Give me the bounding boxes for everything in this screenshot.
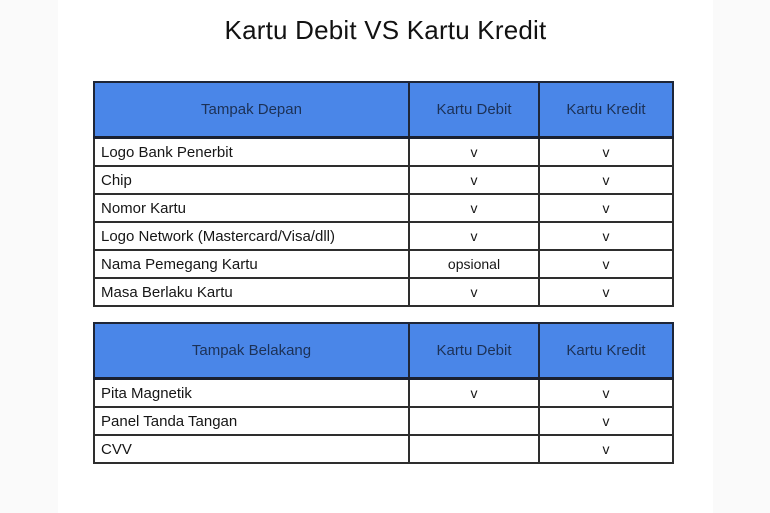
comparison-table-front-view [93,81,674,307]
debit-value: v [409,278,539,306]
debit-value: v [409,222,539,250]
row-label: Logo Bank Penerbit [94,138,409,167]
column-header-kredit: Kartu Kredit [539,323,673,379]
kredit-value: v [539,407,673,435]
row-label: CVV [94,435,409,463]
table-row [94,194,673,222]
table-row [94,278,673,306]
table-row [94,222,673,250]
column-header-debit: Kartu Debit [409,323,539,379]
debit-value: v [409,194,539,222]
kredit-value: v [539,138,673,167]
debit-value [409,435,539,463]
table-row [94,379,673,408]
table-row [94,435,673,463]
kredit-value: v [539,222,673,250]
debit-value: v [409,166,539,194]
comparison-table-back-view [93,322,674,464]
kredit-value: v [539,379,673,408]
column-header-debit: Kartu Debit [409,82,539,138]
kredit-value: v [539,166,673,194]
debit-value: v [409,379,539,408]
table-row [94,138,673,167]
kredit-value: v [539,250,673,278]
table-row [94,407,673,435]
table-row [94,166,673,194]
debit-value [409,407,539,435]
row-label: Masa Berlaku Kartu [94,278,409,306]
debit-value: v [409,138,539,167]
row-label: Panel Tanda Tangan [94,407,409,435]
column-header-back-view: Tampak Belakang [94,323,409,379]
content-area [58,0,713,513]
row-label: Nomor Kartu [94,194,409,222]
page-margin-left [0,0,58,513]
page-margin-right [713,0,770,513]
column-header-kredit: Kartu Kredit [539,82,673,138]
row-label: Nama Pemegang Kartu [94,250,409,278]
header-row [94,82,673,138]
row-label: Pita Magnetik [94,379,409,408]
row-label: Chip [94,166,409,194]
debit-value: opsional [409,250,539,278]
comparison-tables [58,0,713,513]
header-row [94,323,673,379]
row-label: Logo Network (Mastercard/Visa/dll) [94,222,409,250]
column-header-front-view: Tampak Depan [94,82,409,138]
table-row [94,250,673,278]
kredit-value: v [539,278,673,306]
page-title: Kartu Debit VS Kartu Kredit [224,15,547,45]
kredit-value: v [539,194,673,222]
kredit-value: v [539,435,673,463]
